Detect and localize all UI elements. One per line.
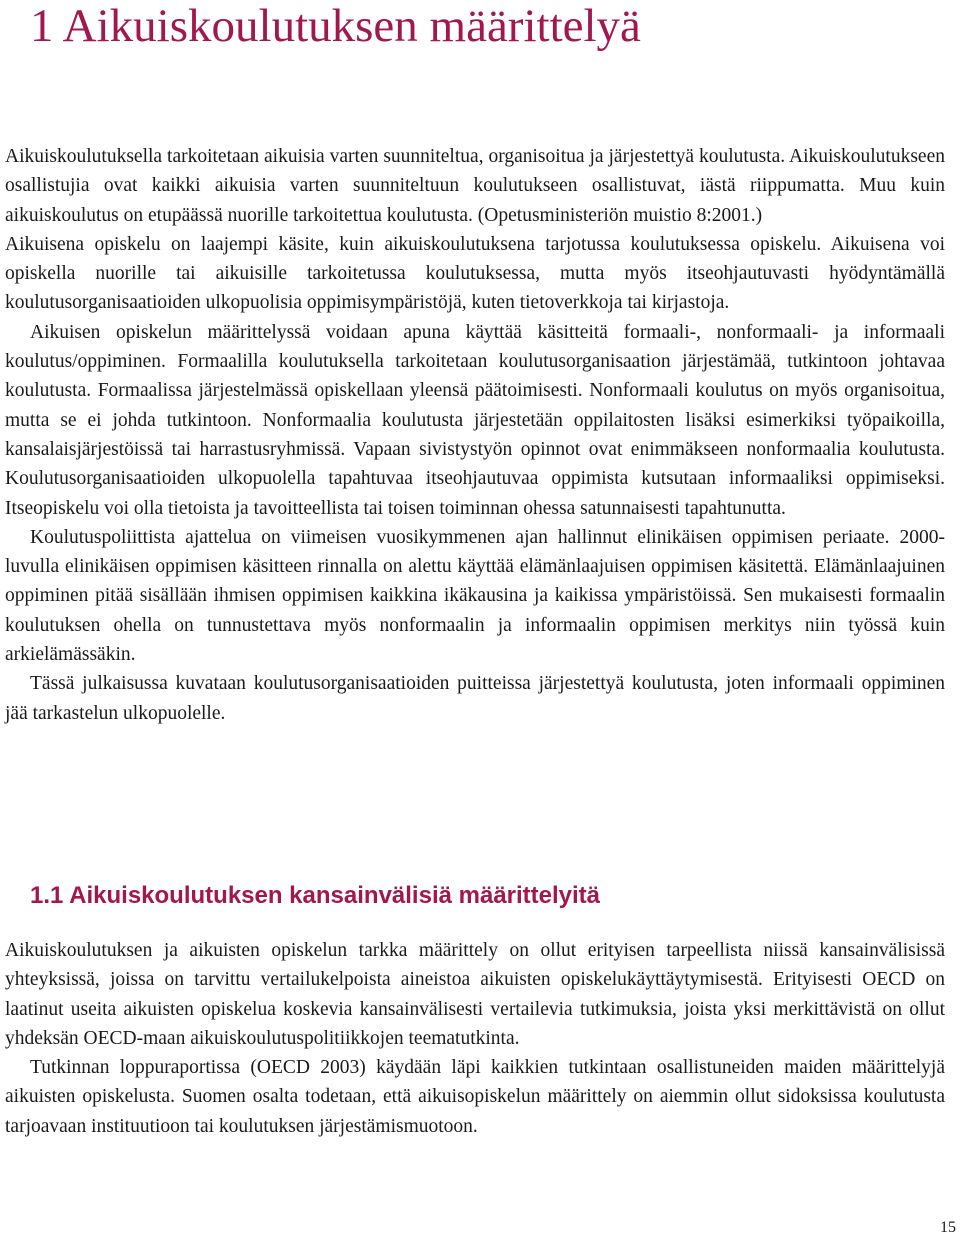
paragraph: Aikuiskoulutuksella tarkoitetaan aikuisia varten suunniteltua, organisoitua ja järjestettyä koulutusta. Aikuiskoulutukseen osallistujia ovat kaikki aikuisia varten suunniteltuun koulutukseen osallistuvat, iästä riippumatta. Muu kuin aikuiskoulutus on etupäässä nuorille tarkoitettua koulutusta. (Opetusministeriön muistio 8:2001.): [5, 146, 945, 226]
paragraph: Koulutuspoliittista ajattelua on viimeisen vuosikymmenen ajan hallinnut elinikäisen oppimisen periaate. 2000-luvulla elinikäisen oppimisen käsitteen rinnalla on alettu käyttää elämänlaajuisen oppimisen käsitettä. Elämänlaajuinen oppiminen pitää sisällään ihmisen oppimisen kaikkina ikäkausina ja kaikissa ympäristöissä. Sen mukaisesti formaalin koulutuksen ohella on tunnustettava myös nonformaalin ja informaalin oppimisen merkitys niin työssä kuin arkielämässäkin.: [5, 526, 945, 666]
paragraph: Aikuisena opiskelu on laajempi käsite, kuin aikuiskoulutuksena tarjotussa koulutuksessa opiskelu. Aikuisena voi opiskella nuorille tai aikuisille tarkoitetussa koulutuksessa, mutta myös itseohjautuvasti hyödyntämällä koulutusorganisaatioiden ulkopuolisia oppimisympäristöjä, kuten tietoverkkoja tai kirjastoja.: [5, 233, 945, 314]
paragraph: Tutkinnan loppuraportissa (OECD 2003) käydään läpi kaikkien tutkintaan osallistuneiden maiden määrittelyjä aikuisten opiskelusta. Suomen osalta todetaan, että aikuisopiskelun määrittely on aiemmin ollut sidoksissa koulutusta tarjoavaan instituutioon tai koulutuksen järjestämismuotoon.: [5, 1057, 945, 1137]
page-number: 15: [940, 1219, 956, 1236]
section-title: 1.1 Aikuiskoulutuksen kansainvälisiä määrittelyitä: [30, 882, 601, 909]
paragraph: Aikuisen opiskelun määrittelyssä voidaan apuna käyttää käsitteitä formaali-, nonformaali- ja informaali koulutus/oppiminen. Formaalilla koulutuksella tarkoitetaan koulutusorganisaation järjestämää, tutkintoon johtavaa koulutusta. Formaalissa järjestelmässä opiskellaan yleensä päätoimisesti. Nonformaali koulutus on myös organisoitua, mutta se ei johda tutkintoon. Nonformaalia koulutusta järjestetään oppilaitosten lisäksi esimerkiksi työpaikoilla, kansalaisjärjestöissä tai harrastusryhmissä. Vapaan sivistystyön opinnot ovat enimmäkseen nonformaalia koulutusta. Koulutusorganisaatioiden ulkopuolella tapahtuvaa itseohjautuvaa oppimista kutsutaan informaaliksi oppimiseksi. Itseopiskelu voi olla tietoista ja tavoitteellista tai toisen toiminnan ohessa satunnaisesti tapahtunutta.: [5, 321, 945, 519]
section-1-body: [5, 142, 945, 728]
paragraph: Tässä julkaisussa kuvataan koulutusorganisaatioiden puitteissa järjestettyä koulutusta, joten informaali oppiminen jää tarkastelun ulkopuolelle.: [5, 673, 945, 724]
section-2-body: [5, 936, 945, 1141]
paragraph: Aikuiskoulutuksen ja aikuisten opiskelun tarkka määrittely on ollut erityisen tarpeellista niissä kansainvälisissä yhteyksissä, joissa on tarvittu vertailukelpoista aineistoa aikuisten opiskelukäyttäytymisestä. Erityisesti OECD on laatinut useita aikuisten opiskelua koskevia kansainvälisesti vertailevia tutkimuksia, joista yksi merkittävistä on ollut yhdeksän OECD-maan aikuiskoulutuspolitiikkojen teematutkinta.: [5, 940, 945, 1049]
chapter-title: 1 Aikuiskoulutuksen määrittelyä: [30, 0, 641, 52]
